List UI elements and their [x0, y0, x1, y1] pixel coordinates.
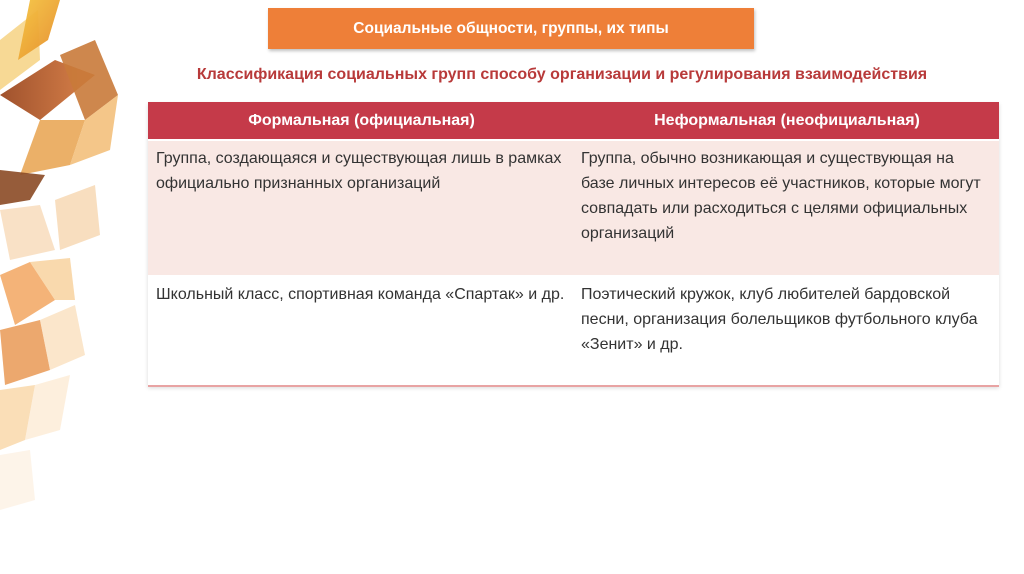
header-formal: Формальная (официальная)	[148, 102, 575, 140]
slide-title: Социальные общности, группы, их типы	[353, 19, 669, 37]
cell-formal-examples: Школьный класс, спортивная команда «Спартак» и др.	[148, 276, 575, 386]
slide-title-banner	[268, 8, 754, 49]
classification-table	[148, 102, 999, 387]
cell-informal-definition: Группа, обычно возникающая и существующая на базе личных интересов её участников, которые могут совпадать или расходиться с целями официальных организаций	[575, 140, 999, 276]
table-header-row	[148, 102, 999, 140]
slide-subtitle: Классификация социальных групп способу организации и регулирования взаимодействия	[196, 66, 928, 83]
header-informal: Неформальная (неофициальная)	[575, 102, 999, 140]
cell-formal-definition: Группа, создающаяся и существующая лишь в рамках официально признанных организаций	[148, 140, 575, 276]
table-row	[148, 140, 999, 276]
decorative-hexagon-pattern	[0, 0, 170, 574]
table-row	[148, 276, 999, 386]
cell-informal-examples: Поэтический кружок, клуб любителей бардовской песни, организация болельщиков футбольного клуба «Зенит» и др.	[575, 276, 999, 386]
